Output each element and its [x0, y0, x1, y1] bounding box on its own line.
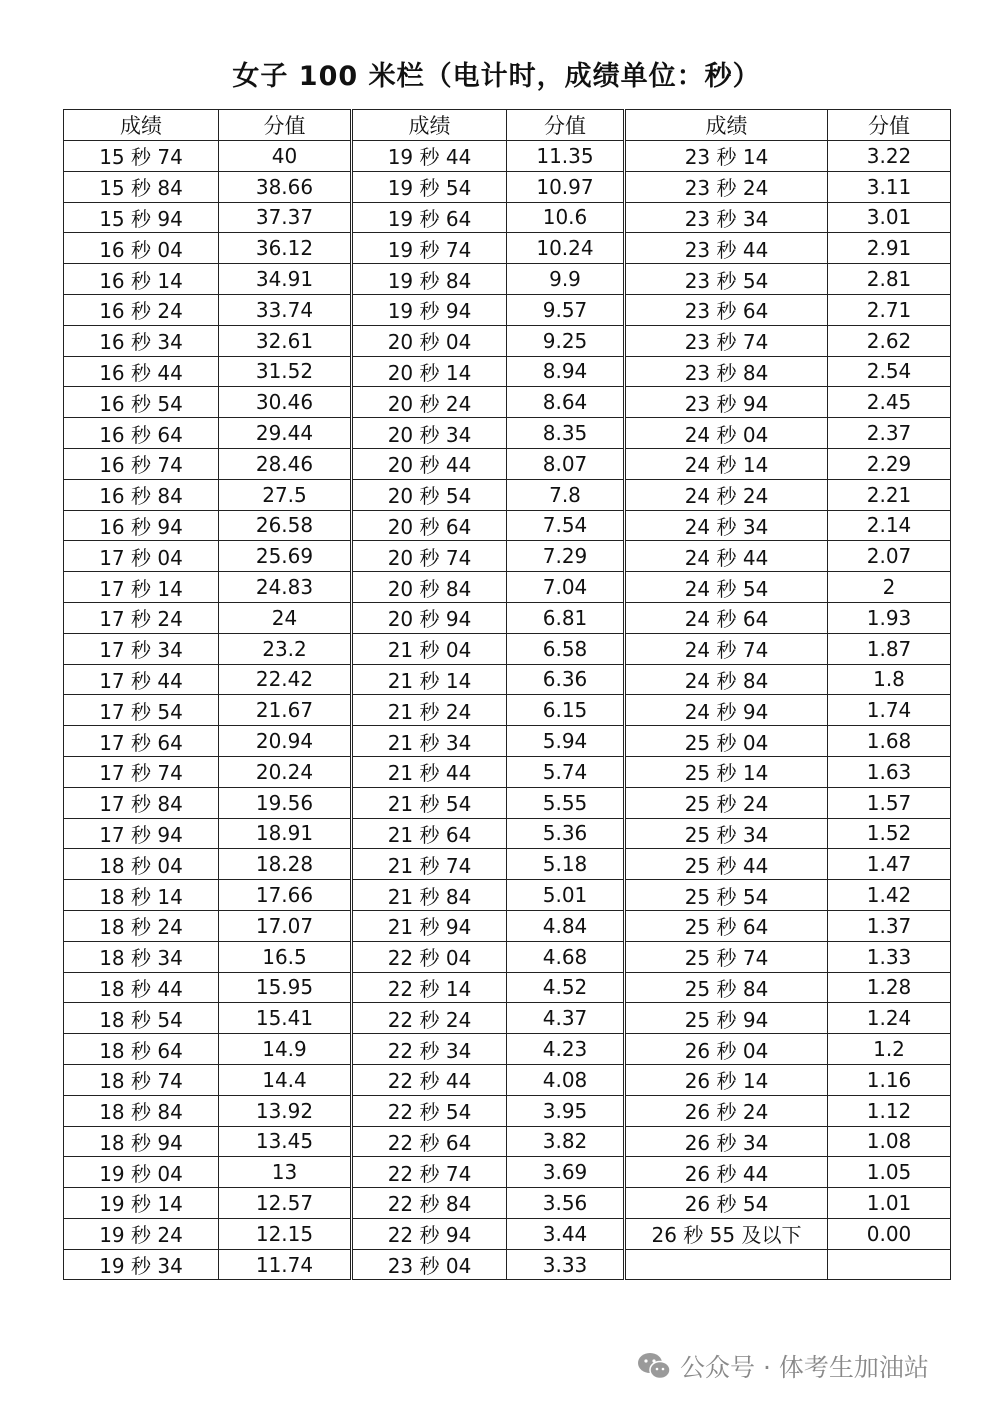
score-cell: 25 秒 74	[625, 941, 828, 972]
points-cell: 4.52	[507, 972, 625, 1003]
score-cell: 15 秒 84	[64, 171, 219, 202]
points-cell: 1.16	[828, 1064, 951, 1095]
score-cell: 18 秒 14	[64, 880, 219, 911]
points-cell: 1.74	[828, 695, 951, 726]
score-cell: 18 秒 04	[64, 849, 219, 880]
score-cell: 22 秒 64	[352, 1126, 507, 1157]
score-cell: 23 秒 34	[625, 202, 828, 233]
points-cell: 38.66	[219, 171, 352, 202]
score-cell: 19 秒 84	[352, 264, 507, 295]
points-cell: 1.52	[828, 818, 951, 849]
points-cell: 24	[219, 602, 352, 633]
points-cell: 2.54	[828, 356, 951, 387]
points-cell: 26.58	[219, 510, 352, 541]
points-cell: 33.74	[219, 294, 352, 325]
score-cell: 21 秒 94	[352, 910, 507, 941]
table-row	[64, 849, 951, 880]
score-cell: 18 秒 64	[64, 1034, 219, 1065]
score-cell: 17 秒 14	[64, 572, 219, 603]
points-cell: 1.28	[828, 972, 951, 1003]
score-cell: 18 秒 44	[64, 972, 219, 1003]
score-cell: 24 秒 34	[625, 510, 828, 541]
table-row	[64, 1126, 951, 1157]
score-cell: 20 秒 24	[352, 387, 507, 418]
score-cell: 18 秒 24	[64, 910, 219, 941]
points-cell: 1.08	[828, 1126, 951, 1157]
points-cell: 10.6	[507, 202, 625, 233]
table-row	[64, 633, 951, 664]
score-cell: 19 秒 24	[64, 1218, 219, 1249]
points-cell: 2.29	[828, 448, 951, 479]
points-cell: 2.37	[828, 418, 951, 449]
score-cell: 26 秒 34	[625, 1126, 828, 1157]
points-cell: 27.5	[219, 479, 352, 510]
points-cell: 10.97	[507, 171, 625, 202]
score-cell: 25 秒 04	[625, 726, 828, 757]
score-cell: 16 秒 44	[64, 356, 219, 387]
points-cell: 3.44	[507, 1218, 625, 1249]
score-cell: 23 秒 94	[625, 387, 828, 418]
points-cell: 1.8	[828, 664, 951, 695]
points-cell: 15.41	[219, 1003, 352, 1034]
score-cell: 22 秒 94	[352, 1218, 507, 1249]
points-cell: 36.12	[219, 233, 352, 264]
points-cell: 1.68	[828, 726, 951, 757]
score-cell: 20 秒 14	[352, 356, 507, 387]
table-row	[64, 880, 951, 911]
score-cell: 17 秒 94	[64, 818, 219, 849]
points-cell: 3.22	[828, 141, 951, 172]
table-row	[64, 356, 951, 387]
points-cell: 32.61	[219, 325, 352, 356]
points-cell: 17.66	[219, 880, 352, 911]
table-row	[64, 602, 951, 633]
score-cell: 16 秒 84	[64, 479, 219, 510]
points-cell: 37.37	[219, 202, 352, 233]
score-cell: 17 秒 34	[64, 633, 219, 664]
score-cell: 17 秒 44	[64, 664, 219, 695]
watermark-text: 公众号 · 体考生加油站	[680, 1353, 929, 1382]
points-cell: 11.35	[507, 141, 625, 172]
points-cell: 1.47	[828, 849, 951, 880]
score-cell: 23 秒 04	[352, 1249, 507, 1280]
score-cell: 18 秒 54	[64, 1003, 219, 1034]
wechat-icon	[636, 1351, 672, 1381]
points-cell: 24.83	[219, 572, 352, 603]
table-header-row	[64, 110, 951, 141]
points-cell: 2.71	[828, 294, 951, 325]
points-cell: 3.95	[507, 1095, 625, 1126]
header-points: 分值	[507, 110, 625, 141]
score-cell: 21 秒 54	[352, 787, 507, 818]
table-row	[64, 756, 951, 787]
score-cell: 20 秒 74	[352, 541, 507, 572]
points-cell: 0.00	[828, 1218, 951, 1249]
points-cell: 7.29	[507, 541, 625, 572]
score-cell: 17 秒 04	[64, 541, 219, 572]
score-cell: 18 秒 94	[64, 1126, 219, 1157]
table-row	[64, 233, 951, 264]
table-row	[64, 479, 951, 510]
score-cell: 22 秒 74	[352, 1157, 507, 1188]
table-row	[64, 141, 951, 172]
points-cell: 17.07	[219, 910, 352, 941]
score-cell: 25 秒 94	[625, 1003, 828, 1034]
score-cell: 23 秒 24	[625, 171, 828, 202]
points-cell: 8.07	[507, 448, 625, 479]
points-cell: 5.74	[507, 756, 625, 787]
score-cell: 21 秒 34	[352, 726, 507, 757]
table-row	[64, 1188, 951, 1219]
table-row	[64, 664, 951, 695]
score-cell: 16 秒 74	[64, 448, 219, 479]
score-cell: 19 秒 64	[352, 202, 507, 233]
points-cell: 3.82	[507, 1126, 625, 1157]
score-cell: 25 秒 14	[625, 756, 828, 787]
table-row	[64, 294, 951, 325]
score-cell: 25 秒 64	[625, 910, 828, 941]
score-cell: 23 秒 74	[625, 325, 828, 356]
score-cell: 21 秒 24	[352, 695, 507, 726]
score-cell: 21 秒 04	[352, 633, 507, 664]
points-cell: 16.5	[219, 941, 352, 972]
score-cell: 18 秒 34	[64, 941, 219, 972]
table-row	[64, 448, 951, 479]
points-cell: 13.45	[219, 1126, 352, 1157]
score-cell: 17 秒 84	[64, 787, 219, 818]
table-row	[64, 510, 951, 541]
points-cell: 8.94	[507, 356, 625, 387]
score-cell: 22 秒 04	[352, 941, 507, 972]
score-cell: 24 秒 24	[625, 479, 828, 510]
table-row	[64, 264, 951, 295]
table-row	[64, 787, 951, 818]
points-cell: 1.24	[828, 1003, 951, 1034]
score-cell: 15 秒 94	[64, 202, 219, 233]
score-cell: 24 秒 84	[625, 664, 828, 695]
score-cell: 21 秒 84	[352, 880, 507, 911]
points-cell: 8.35	[507, 418, 625, 449]
points-cell: 6.58	[507, 633, 625, 664]
score-cell: 16 秒 34	[64, 325, 219, 356]
score-cell: 19 秒 44	[352, 141, 507, 172]
score-cell: 24 秒 14	[625, 448, 828, 479]
score-cell: 26 秒 14	[625, 1064, 828, 1095]
score-cell	[625, 1249, 828, 1280]
score-cell: 20 秒 84	[352, 572, 507, 603]
table-row	[64, 1003, 951, 1034]
score-cell: 17 秒 54	[64, 695, 219, 726]
points-cell: 18.28	[219, 849, 352, 880]
points-cell: 8.64	[507, 387, 625, 418]
points-cell: 5.01	[507, 880, 625, 911]
score-cell: 21 秒 14	[352, 664, 507, 695]
points-cell: 1.2	[828, 1034, 951, 1065]
points-cell: 4.23	[507, 1034, 625, 1065]
score-cell: 24 秒 64	[625, 602, 828, 633]
points-cell: 6.15	[507, 695, 625, 726]
points-cell: 1.33	[828, 941, 951, 972]
header-score: 成绩	[352, 110, 507, 141]
table-row	[64, 1095, 951, 1126]
points-cell: 30.46	[219, 387, 352, 418]
score-cell: 22 秒 34	[352, 1034, 507, 1065]
points-cell: 28.46	[219, 448, 352, 479]
score-cell: 19 秒 34	[64, 1249, 219, 1280]
points-cell: 4.08	[507, 1064, 625, 1095]
points-cell	[828, 1249, 951, 1280]
points-cell: 1.01	[828, 1188, 951, 1219]
points-cell: 14.4	[219, 1064, 352, 1095]
score-cell: 22 秒 24	[352, 1003, 507, 1034]
points-cell: 6.81	[507, 602, 625, 633]
score-cell: 22 秒 44	[352, 1064, 507, 1095]
points-cell: 19.56	[219, 787, 352, 818]
score-cell: 17 秒 24	[64, 602, 219, 633]
points-cell: 2.45	[828, 387, 951, 418]
points-cell: 34.91	[219, 264, 352, 295]
points-cell: 11.74	[219, 1249, 352, 1280]
score-cell: 22 秒 14	[352, 972, 507, 1003]
table-row	[64, 941, 951, 972]
score-cell: 25 秒 34	[625, 818, 828, 849]
page-title: 女子 100 米栏（电计时，成绩单位：秒）	[232, 61, 761, 92]
points-cell: 7.54	[507, 510, 625, 541]
table-row	[64, 910, 951, 941]
points-cell: 10.24	[507, 233, 625, 264]
score-cell: 25 秒 84	[625, 972, 828, 1003]
points-cell: 3.69	[507, 1157, 625, 1188]
points-cell: 1.63	[828, 756, 951, 787]
score-cell: 21 秒 44	[352, 756, 507, 787]
score-cell: 20 秒 64	[352, 510, 507, 541]
score-cell: 19 秒 74	[352, 233, 507, 264]
points-cell: 3.56	[507, 1188, 625, 1219]
score-cell: 17 秒 64	[64, 726, 219, 757]
score-cell: 21 秒 64	[352, 818, 507, 849]
score-cell: 16 秒 64	[64, 418, 219, 449]
points-cell: 31.52	[219, 356, 352, 387]
points-cell: 15.95	[219, 972, 352, 1003]
score-cell: 26 秒 04	[625, 1034, 828, 1065]
table-row	[64, 541, 951, 572]
points-cell: 9.25	[507, 325, 625, 356]
points-cell: 7.8	[507, 479, 625, 510]
points-cell: 5.94	[507, 726, 625, 757]
score-cell: 26 秒 55 及以下	[625, 1218, 828, 1249]
score-cell: 16 秒 14	[64, 264, 219, 295]
score-cell: 23 秒 84	[625, 356, 828, 387]
score-cell: 23 秒 54	[625, 264, 828, 295]
points-cell: 1.87	[828, 633, 951, 664]
points-cell: 2.62	[828, 325, 951, 356]
points-cell: 9.9	[507, 264, 625, 295]
score-cell: 26 秒 44	[625, 1157, 828, 1188]
points-cell: 14.9	[219, 1034, 352, 1065]
score-cell: 18 秒 74	[64, 1064, 219, 1095]
points-cell: 2.81	[828, 264, 951, 295]
points-cell: 13	[219, 1157, 352, 1188]
table-row	[64, 1218, 951, 1249]
score-cell: 24 秒 54	[625, 572, 828, 603]
points-cell: 2.91	[828, 233, 951, 264]
header-points: 分值	[828, 110, 951, 141]
points-cell: 22.42	[219, 664, 352, 695]
points-cell: 4.84	[507, 910, 625, 941]
points-cell: 13.92	[219, 1095, 352, 1126]
points-cell: 1.57	[828, 787, 951, 818]
score-cell: 15 秒 74	[64, 141, 219, 172]
points-cell: 5.36	[507, 818, 625, 849]
points-cell: 3.01	[828, 202, 951, 233]
points-cell: 1.12	[828, 1095, 951, 1126]
score-cell: 20 秒 54	[352, 479, 507, 510]
table-row	[64, 1249, 951, 1280]
score-cell: 19 秒 54	[352, 171, 507, 202]
points-cell: 20.24	[219, 756, 352, 787]
table-row	[64, 325, 951, 356]
table-row	[64, 695, 951, 726]
points-cell: 25.69	[219, 541, 352, 572]
score-cell: 26 秒 24	[625, 1095, 828, 1126]
score-cell: 20 秒 44	[352, 448, 507, 479]
points-cell: 3.11	[828, 171, 951, 202]
score-cell: 23 秒 44	[625, 233, 828, 264]
watermark	[636, 1346, 976, 1386]
score-cell: 26 秒 54	[625, 1188, 828, 1219]
score-cell: 25 秒 24	[625, 787, 828, 818]
score-cell: 22 秒 54	[352, 1095, 507, 1126]
points-cell: 20.94	[219, 726, 352, 757]
score-cell: 25 秒 44	[625, 849, 828, 880]
score-cell: 16 秒 54	[64, 387, 219, 418]
table-row	[64, 202, 951, 233]
score-cell: 23 秒 14	[625, 141, 828, 172]
points-cell: 1.37	[828, 910, 951, 941]
table-row	[64, 171, 951, 202]
header-score: 成绩	[625, 110, 828, 141]
table-row	[64, 818, 951, 849]
score-cell: 16 秒 94	[64, 510, 219, 541]
score-cell: 19 秒 94	[352, 294, 507, 325]
points-cell: 4.68	[507, 941, 625, 972]
score-cell: 24 秒 44	[625, 541, 828, 572]
table-row	[64, 387, 951, 418]
score-cell: 20 秒 04	[352, 325, 507, 356]
points-cell: 21.67	[219, 695, 352, 726]
points-cell: 12.57	[219, 1188, 352, 1219]
points-cell: 18.91	[219, 818, 352, 849]
score-cell: 19 秒 04	[64, 1157, 219, 1188]
score-cell: 17 秒 74	[64, 756, 219, 787]
score-cell: 24 秒 94	[625, 695, 828, 726]
score-cell: 16 秒 04	[64, 233, 219, 264]
points-cell: 1.05	[828, 1157, 951, 1188]
score-cell: 20 秒 94	[352, 602, 507, 633]
points-cell: 1.93	[828, 602, 951, 633]
points-cell: 7.04	[507, 572, 625, 603]
table-row	[64, 1034, 951, 1065]
points-cell: 1.42	[828, 880, 951, 911]
score-table	[63, 109, 951, 1280]
score-cell: 24 秒 04	[625, 418, 828, 449]
points-cell: 4.37	[507, 1003, 625, 1034]
header-score: 成绩	[64, 110, 219, 141]
table-row	[64, 418, 951, 449]
points-cell: 2.21	[828, 479, 951, 510]
points-cell: 2.14	[828, 510, 951, 541]
table-row	[64, 1157, 951, 1188]
score-cell: 24 秒 74	[625, 633, 828, 664]
score-cell: 16 秒 24	[64, 294, 219, 325]
table-row	[64, 972, 951, 1003]
points-cell: 29.44	[219, 418, 352, 449]
score-cell: 22 秒 84	[352, 1188, 507, 1219]
score-cell: 19 秒 14	[64, 1188, 219, 1219]
points-cell: 23.2	[219, 633, 352, 664]
points-cell: 2.07	[828, 541, 951, 572]
score-cell: 18 秒 84	[64, 1095, 219, 1126]
points-cell: 5.18	[507, 849, 625, 880]
score-cell: 23 秒 64	[625, 294, 828, 325]
points-cell: 2	[828, 572, 951, 603]
table-row	[64, 1064, 951, 1095]
table-row	[64, 572, 951, 603]
table-row	[64, 726, 951, 757]
points-cell: 40	[219, 141, 352, 172]
points-cell: 9.57	[507, 294, 625, 325]
points-cell: 3.33	[507, 1249, 625, 1280]
score-cell: 21 秒 74	[352, 849, 507, 880]
score-cell: 25 秒 54	[625, 880, 828, 911]
score-cell: 20 秒 34	[352, 418, 507, 449]
points-cell: 6.36	[507, 664, 625, 695]
header-points: 分值	[219, 110, 352, 141]
points-cell: 12.15	[219, 1218, 352, 1249]
points-cell: 5.55	[507, 787, 625, 818]
